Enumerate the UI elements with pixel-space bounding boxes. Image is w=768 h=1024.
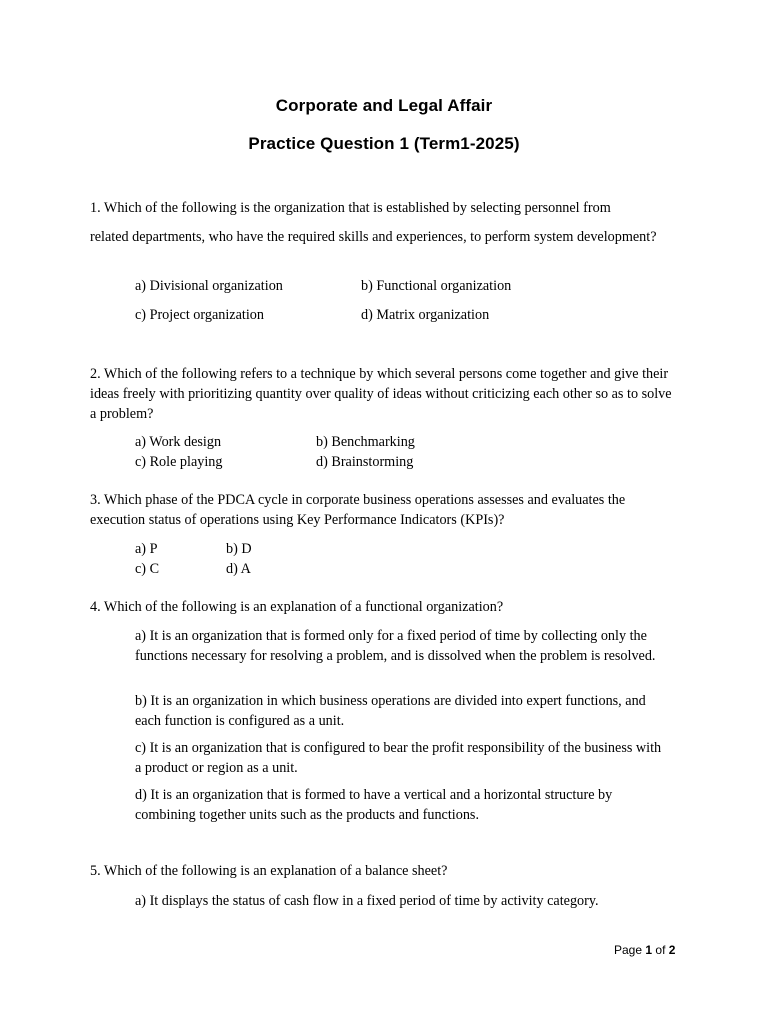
question-3-option-c: c) C <box>135 561 160 577</box>
question-4-option-a: a) It is an organization that is formed only for a fixed period of time by collecting only the functions necessary for resolving a problem, and is dissolved when the problem is resolved. <box>135 628 656 664</box>
question-5-option-a: a) It displays the status of cash flow in a fixed period of time by activity category. <box>135 893 599 909</box>
question-1-line-2: related departments, who have the required skills and experiences, to perform system development? <box>90 229 657 245</box>
question-2-option-d: d) Brainstorming <box>316 454 414 470</box>
question-2-option-c: c) Role playing <box>135 454 223 470</box>
document-subtitle: Practice Question 1 (Term1-2025) <box>248 134 520 153</box>
question-1-option-d: d) Matrix organization <box>361 307 490 323</box>
question-4-option-c: c) It is an organization that is configured to bear the profit responsibility of the business with a product or region as a unit. <box>135 740 662 776</box>
question-2-option-b: b) Benchmarking <box>316 434 415 450</box>
question-4-text: 4. Which of the following is an explanation of a functional organization? <box>90 599 504 615</box>
question-1-text <box>90 198 680 247</box>
question-1-option-c: c) Project organization <box>135 307 264 323</box>
question-1-option-a: a) Divisional organization <box>135 278 283 294</box>
page-label: Page <box>614 943 643 957</box>
question-2-text: 2. Which of the following refers to a technique by which several persons come together and give their ideas freely with prioritizing quantity over quality of ideas without criticizing each other so as to solve a problem? <box>90 366 672 422</box>
question-3-option-a: a) P <box>135 541 158 557</box>
document-title: Corporate and Legal Affair <box>275 96 493 115</box>
question-3-text: 3. Which phase of the PDCA cycle in corporate business operations assesses and evaluates the execution status of operations using Key Performance Indicators (KPIs)? <box>90 492 626 528</box>
of-label: of <box>655 943 666 957</box>
total-pages: 2 <box>668 943 676 957</box>
question-2-option-a: a) Work design <box>135 434 222 450</box>
question-1-option-b: b) Functional organization <box>361 278 512 294</box>
question-1-line-1: 1. Which of the following is the organization that is established by selecting personnel from <box>90 200 611 216</box>
current-page: 1 <box>645 943 653 957</box>
question-5-text: 5. Which of the following is an explanation of a balance sheet? <box>90 863 448 879</box>
page-number <box>614 943 675 957</box>
question-3-option-b: b) D <box>226 541 252 557</box>
question-4-option-b: b) It is an organization in which business operations are divided into expert functions, and each function is configured as a unit. <box>135 693 646 729</box>
question-3-option-d: d) A <box>226 561 251 577</box>
question-4-option-d: d) It is an organization that is formed to have a vertical and a horizontal structure by combining together units such as the products and functions. <box>135 787 613 823</box>
